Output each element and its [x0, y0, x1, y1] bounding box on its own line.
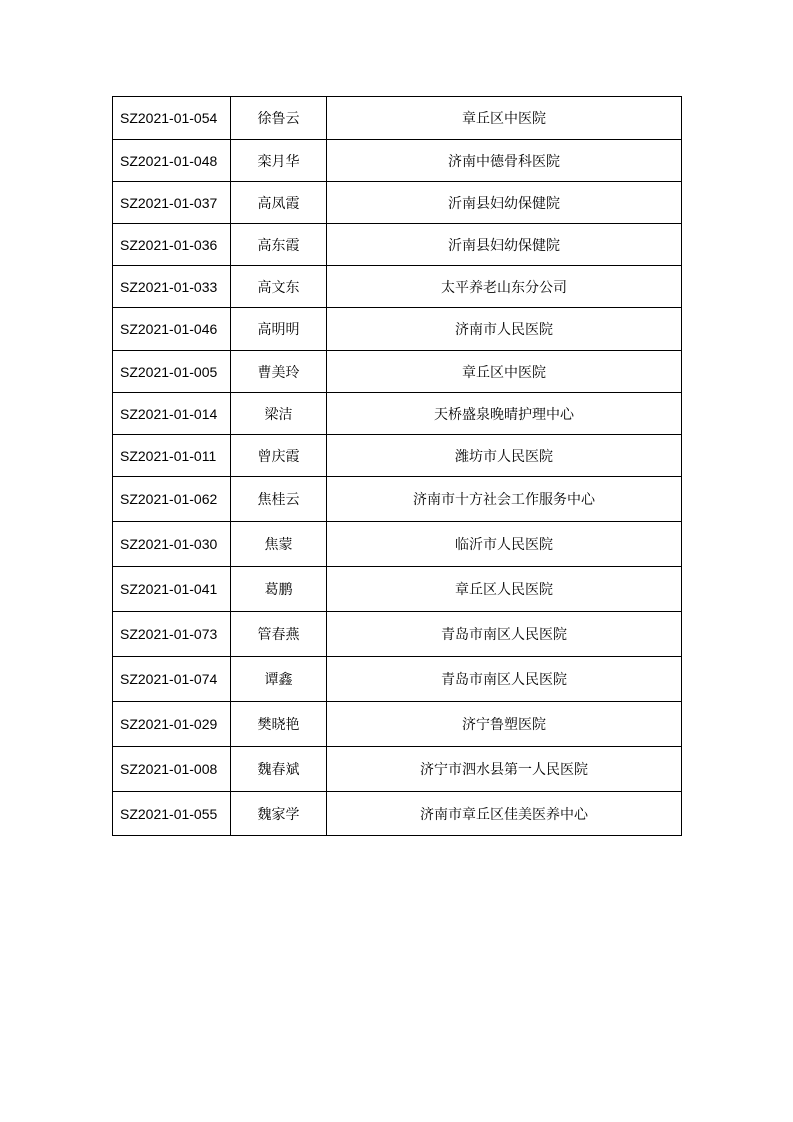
roster-table — [112, 96, 682, 836]
certificate-id: SZ2021-01-074 — [113, 657, 231, 702]
organization-name: 青岛市南区人民医院 — [327, 612, 682, 657]
person-name: 高东霞 — [231, 224, 327, 266]
table-row — [113, 224, 682, 266]
certificate-id: SZ2021-01-062 — [113, 477, 231, 522]
table-row — [113, 308, 682, 351]
organization-name: 潍坊市人民医院 — [327, 435, 682, 477]
table-row — [113, 435, 682, 477]
certificate-id: SZ2021-01-029 — [113, 702, 231, 747]
organization-name: 太平养老山东分公司 — [327, 266, 682, 308]
person-name: 魏家学 — [231, 792, 327, 836]
person-name: 栾月华 — [231, 140, 327, 182]
person-name: 曹美玲 — [231, 351, 327, 393]
table-row — [113, 393, 682, 435]
roster-table-body — [113, 97, 682, 836]
organization-name: 济南中德骨科医院 — [327, 140, 682, 182]
table-row — [113, 351, 682, 393]
table-row — [113, 522, 682, 567]
organization-name: 章丘区中医院 — [327, 97, 682, 140]
organization-name: 沂南县妇幼保健院 — [327, 224, 682, 266]
certificate-id: SZ2021-01-014 — [113, 393, 231, 435]
person-name: 管春燕 — [231, 612, 327, 657]
table-row — [113, 97, 682, 140]
person-name: 魏春斌 — [231, 747, 327, 792]
certificate-id: SZ2021-01-048 — [113, 140, 231, 182]
certificate-id: SZ2021-01-008 — [113, 747, 231, 792]
certificate-id: SZ2021-01-046 — [113, 308, 231, 351]
table-row — [113, 612, 682, 657]
table-row — [113, 747, 682, 792]
organization-name: 济宁鲁塑医院 — [327, 702, 682, 747]
person-name: 高明明 — [231, 308, 327, 351]
certificate-id: SZ2021-01-030 — [113, 522, 231, 567]
organization-name: 济南市十方社会工作服务中心 — [327, 477, 682, 522]
certificate-id: SZ2021-01-036 — [113, 224, 231, 266]
person-name: 曾庆霞 — [231, 435, 327, 477]
certificate-id: SZ2021-01-033 — [113, 266, 231, 308]
certificate-id: SZ2021-01-055 — [113, 792, 231, 836]
person-name: 徐鲁云 — [231, 97, 327, 140]
table-row — [113, 266, 682, 308]
person-name: 高文东 — [231, 266, 327, 308]
person-name: 梁洁 — [231, 393, 327, 435]
table-row — [113, 702, 682, 747]
organization-name: 天桥盛泉晚晴护理中心 — [327, 393, 682, 435]
organization-name: 沂南县妇幼保健院 — [327, 182, 682, 224]
certificate-id: SZ2021-01-037 — [113, 182, 231, 224]
organization-name: 济南市人民医院 — [327, 308, 682, 351]
table-row — [113, 567, 682, 612]
person-name: 谭鑫 — [231, 657, 327, 702]
table-row — [113, 477, 682, 522]
organization-name: 临沂市人民医院 — [327, 522, 682, 567]
organization-name: 济宁市泗水县第一人民医院 — [327, 747, 682, 792]
person-name: 焦蒙 — [231, 522, 327, 567]
person-name: 高凤霞 — [231, 182, 327, 224]
certificate-id: SZ2021-01-054 — [113, 97, 231, 140]
organization-name: 章丘区中医院 — [327, 351, 682, 393]
certificate-id: SZ2021-01-073 — [113, 612, 231, 657]
person-name: 焦桂云 — [231, 477, 327, 522]
certificate-id: SZ2021-01-005 — [113, 351, 231, 393]
person-name: 樊晓艳 — [231, 702, 327, 747]
certificate-id: SZ2021-01-041 — [113, 567, 231, 612]
table-row — [113, 140, 682, 182]
organization-name: 青岛市南区人民医院 — [327, 657, 682, 702]
table-row — [113, 657, 682, 702]
table-row — [113, 792, 682, 836]
organization-name: 章丘区人民医院 — [327, 567, 682, 612]
organization-name: 济南市章丘区佳美医养中心 — [327, 792, 682, 836]
person-name: 葛鹏 — [231, 567, 327, 612]
certificate-id: SZ2021-01-011 — [113, 435, 231, 477]
table-row — [113, 182, 682, 224]
